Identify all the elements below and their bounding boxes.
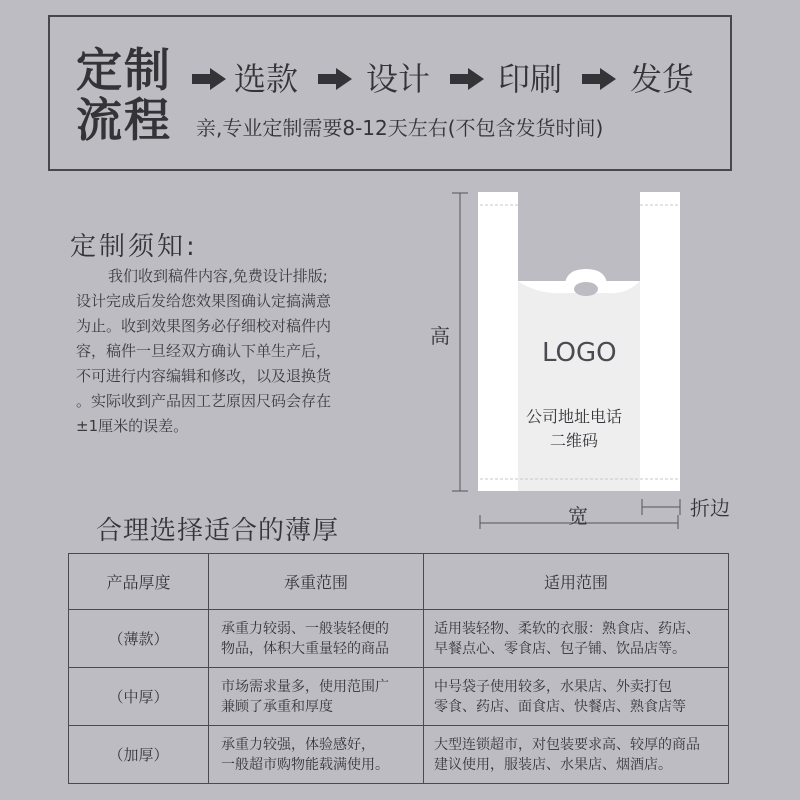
table-header-row <box>69 554 729 610</box>
notice-text <box>76 264 376 439</box>
process-note: 亲,专业定制需要8-12天左右(不包含发货时间) <box>196 116 604 140</box>
arrow-right-icon <box>192 68 226 90</box>
notice-line: 设计完成后发给您效果图确认定搞满意 <box>76 292 332 310</box>
load-line: 市场需求量多，使用范围广 <box>221 678 389 695</box>
table-row <box>69 610 729 668</box>
load-cell <box>209 610 424 668</box>
load-cell <box>209 668 424 726</box>
thickness-table <box>68 553 729 784</box>
use-line: 早餐点心、零食店、包子铺、饮品店等。 <box>434 640 686 657</box>
thickness-cell: （加厚） <box>69 726 209 784</box>
load-line: 物品，体积大重量轻的商品 <box>221 640 389 657</box>
bag-text-line2: 二维码 <box>550 431 599 450</box>
header-thickness: 产品厚度 <box>69 554 209 610</box>
use-line: 适用装轻物、柔软的衣服：熟食店、药店、 <box>434 620 700 637</box>
load-line: 承重力较弱、一般装轻便的 <box>221 620 389 637</box>
table-row <box>69 726 729 784</box>
arrow-right-icon <box>582 68 616 90</box>
notice-line: 我们收到稿件内容,免费设计排版; <box>108 267 328 285</box>
bag-text-line1: 公司地址电话 <box>526 407 623 426</box>
process-box <box>48 15 732 171</box>
process-title-line2: 流程 <box>76 93 172 147</box>
load-line: 兼顾了承重和厚度 <box>221 698 333 715</box>
height-label: 高 <box>430 324 450 348</box>
fold-label: 折边 <box>690 496 730 520</box>
table-title: 合理选择适合的薄厚 <box>96 516 340 546</box>
use-line: 大型连锁超市，对包装要求高、较厚的商品 <box>434 736 700 753</box>
arrow-right-icon <box>450 68 484 90</box>
arrow-right-icon <box>318 68 352 90</box>
width-label: 宽 <box>568 504 588 528</box>
notice-line: 。实际收到产品因工艺原因尺码会存在 <box>76 392 332 410</box>
use-line: 中号袋子使用较多，水果店、外卖打包 <box>434 678 672 695</box>
use-line: 建议使用，服装店、水果店、烟酒店。 <box>434 756 672 773</box>
header-use: 适用范围 <box>424 554 729 610</box>
step-design: 设计 <box>366 60 431 98</box>
use-line: 零食、药店、面食店、快餐店、熟食店等 <box>434 698 686 715</box>
step-print: 印刷 <box>498 60 563 98</box>
bag-logo-text: LOGO <box>542 338 617 368</box>
use-cell <box>424 610 729 668</box>
notice-line: 为止。收到效果图务必仔细校对稿件内 <box>76 317 332 335</box>
thickness-cell: （中厚） <box>69 668 209 726</box>
step-select: 选款 <box>234 60 299 98</box>
load-line: 一般超市购物能载满使用。 <box>221 756 389 773</box>
load-cell <box>209 726 424 784</box>
step-ship: 发货 <box>630 60 695 98</box>
process-title-line1: 定制 <box>76 43 172 97</box>
notice-title: 定制须知: <box>70 232 198 262</box>
table-row <box>69 668 729 726</box>
load-line: 承重力较强，体验感好， <box>221 736 375 753</box>
header-load: 承重范围 <box>209 554 424 610</box>
notice-line: 不可进行内容编辑和修改，以及退换货 <box>76 367 332 385</box>
thickness-cell: （薄款） <box>69 610 209 668</box>
notice-line: ±1厘米的误差。 <box>76 417 189 435</box>
notice-line: 容，稿件一旦经双方确认下单生产后， <box>76 342 332 360</box>
use-cell <box>424 668 729 726</box>
use-cell <box>424 726 729 784</box>
